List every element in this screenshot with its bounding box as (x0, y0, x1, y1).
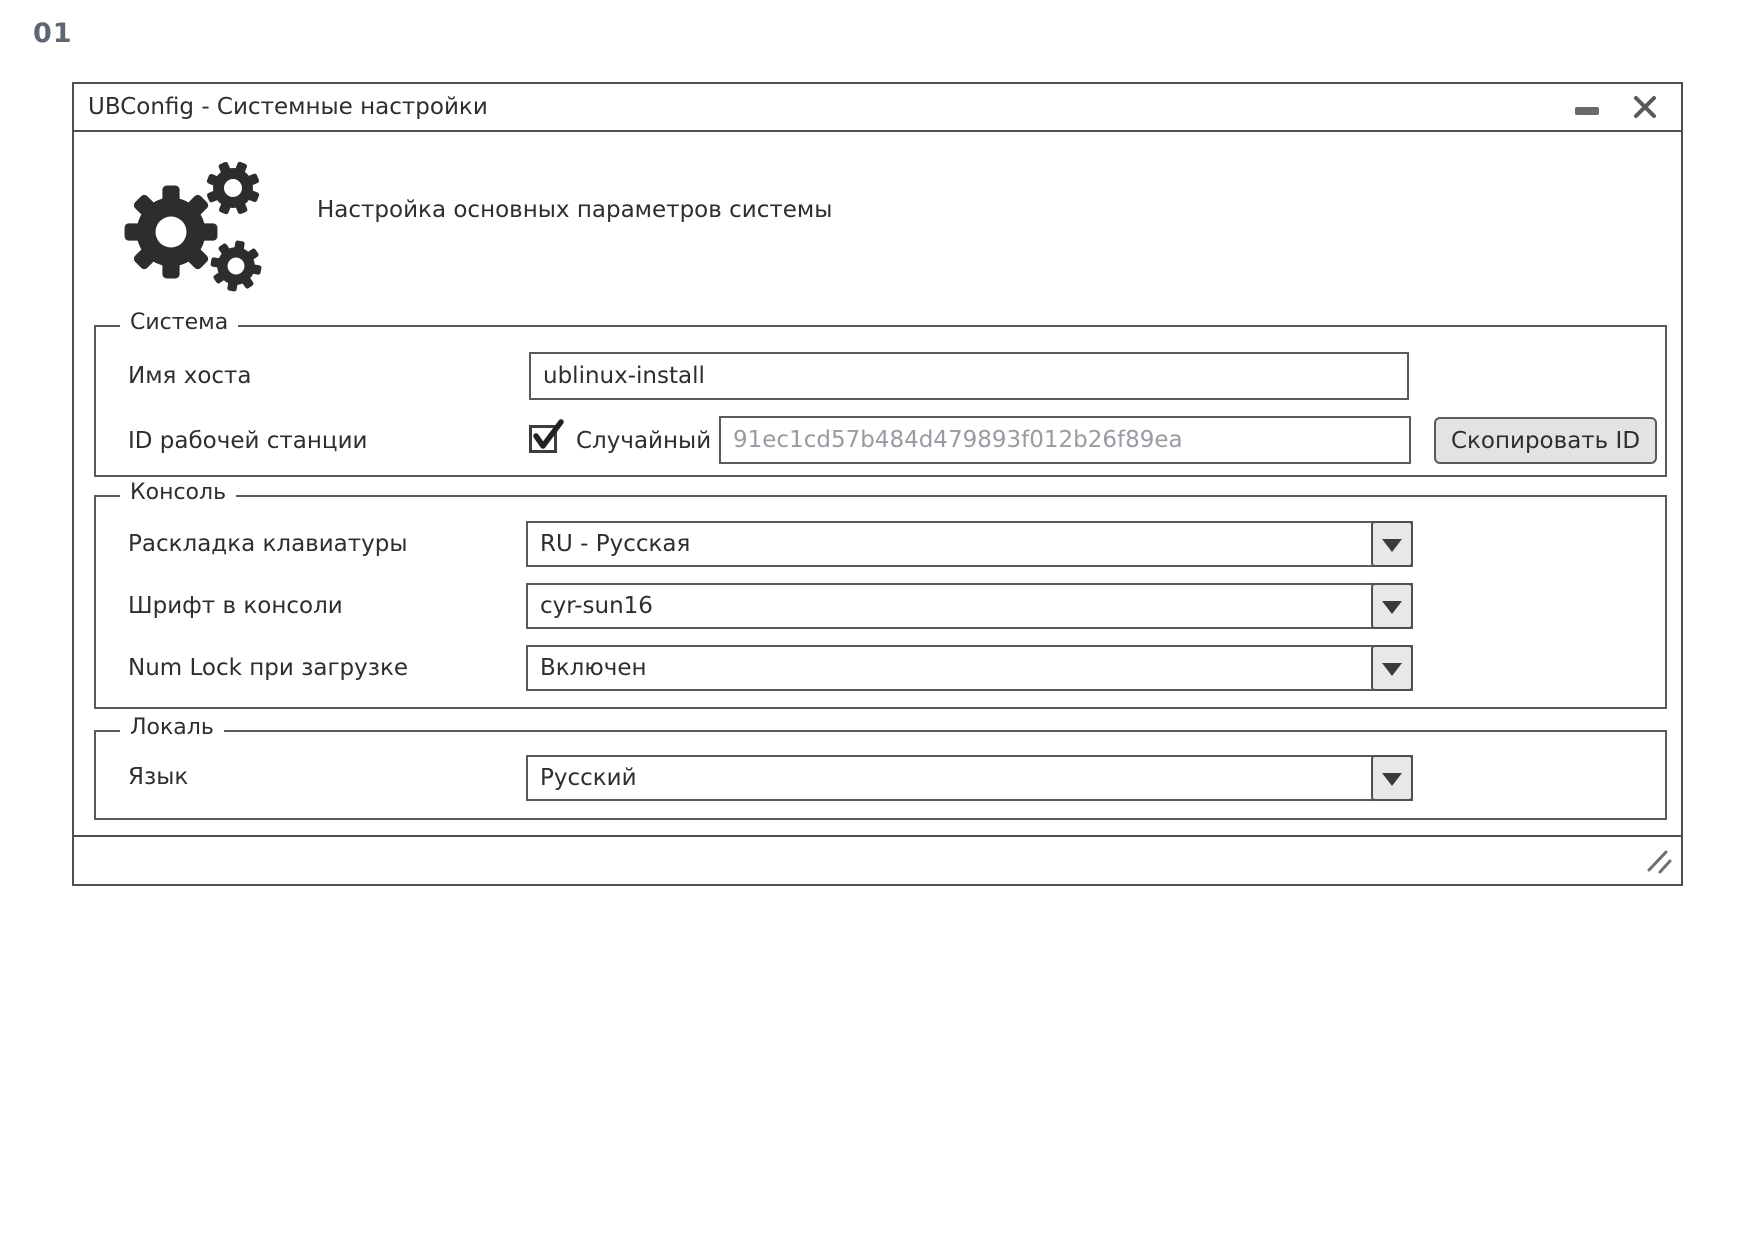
numlock-dropdown[interactable] (526, 645, 1413, 691)
workstation-id-label: ID рабочей станции (128, 428, 368, 454)
copy-id-button[interactable]: Скопировать ID (1434, 417, 1657, 464)
locale-legend: Локаль (120, 715, 224, 740)
status-bar (74, 835, 1681, 884)
resize-grip[interactable] (1645, 847, 1673, 875)
language-dropdown[interactable] (526, 755, 1413, 801)
minimize-button[interactable] (1573, 92, 1601, 122)
language-value: Русский (540, 765, 637, 791)
chevron-down-icon (1382, 539, 1402, 552)
title-bar (74, 84, 1681, 132)
workstation-id-input[interactable] (719, 416, 1411, 464)
console-fieldset (94, 480, 1667, 709)
numlock-value: Включен (540, 655, 647, 681)
keyboard-layout-label: Раскладка клавиатуры (128, 531, 408, 557)
console-font-dropdown[interactable] (526, 583, 1413, 629)
page-number-label: 01 (33, 18, 73, 49)
random-id-checkbox-label[interactable]: Случайный (576, 428, 712, 454)
close-icon (1632, 94, 1658, 120)
minimize-icon (1575, 107, 1599, 115)
ubconfig-window (72, 82, 1683, 886)
hostname-label: Имя хоста (128, 363, 252, 389)
keyboard-layout-dropdown[interactable] (526, 521, 1413, 567)
window-title: UBConfig - Системные настройки (88, 94, 488, 120)
hostname-input[interactable] (529, 352, 1409, 400)
keyboard-layout-dropdown-button[interactable] (1371, 521, 1413, 567)
system-fieldset (94, 310, 1667, 477)
locale-fieldset (94, 715, 1667, 820)
language-dropdown-button[interactable] (1371, 755, 1413, 801)
keyboard-layout-value: RU - Русская (540, 531, 691, 557)
language-label: Язык (128, 764, 189, 790)
window-controls (1573, 92, 1659, 122)
chevron-down-icon (1382, 773, 1402, 786)
window-subtitle: Настройка основных параметров системы (317, 197, 833, 223)
checkmark-icon (530, 418, 566, 454)
console-font-label: Шрифт в консоли (128, 593, 343, 619)
console-legend: Консоль (120, 480, 236, 505)
gears-icon (119, 156, 279, 306)
numlock-dropdown-button[interactable] (1371, 645, 1413, 691)
chevron-down-icon (1382, 663, 1402, 676)
chevron-down-icon (1382, 601, 1402, 614)
system-legend: Система (120, 310, 238, 335)
console-font-value: cyr-sun16 (540, 593, 653, 619)
random-id-checkbox[interactable] (529, 425, 557, 453)
close-button[interactable] (1631, 92, 1659, 122)
numlock-label: Num Lock при загрузке (128, 655, 409, 681)
console-font-dropdown-button[interactable] (1371, 583, 1413, 629)
